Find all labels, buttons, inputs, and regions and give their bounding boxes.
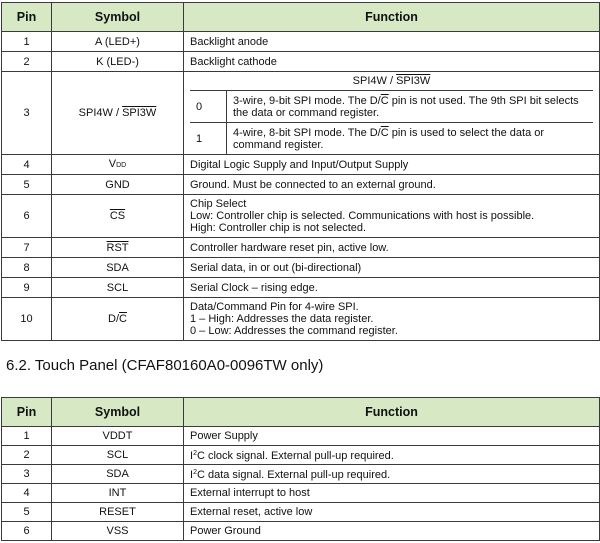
symbol-cell: K (LED-) [52,52,184,72]
symbol-header: Symbol [52,398,184,427]
table-row [2,52,600,72]
function-cell: Controller hardware reset pin, active low. [184,238,600,258]
symbol-cell: SPI4W / SPI3W [52,72,184,155]
function-cell: Digital Logic Supply and Input/Output Supply [184,155,600,175]
subtable-row [190,123,593,155]
table-row [2,258,600,278]
table-row [2,298,600,341]
symbol-cell: INT [52,484,184,503]
pin-cell: 7 [2,238,52,258]
symbol-cell: $D/\overline{C}$ [52,298,184,341]
subtable-row [190,91,593,123]
section-heading: 6.2. Touch Panel (CFAF80160A0-0096TW only) [6,357,324,374]
function-line: Low: Controller chip is selected. Communications with host is possible. [190,210,535,222]
table-row [2,465,600,484]
function-header: Function [184,398,600,427]
symbol-cell: SCL [52,446,184,465]
function-cell [184,72,600,155]
function-cell [184,298,600,341]
spi-mode-subtable [190,72,593,154]
function-cell: $I^2C$ clock signal. External pull-up required. [184,446,600,465]
symbol-cell: VSS [52,522,184,541]
symbol-cell: $\overline{RST}$ [52,238,184,258]
pin-cell: 1 [2,427,52,446]
table-row [2,32,600,52]
function-line: 1 – High: Addresses the data register. [190,313,374,325]
pin-table-touch-panel [1,397,600,541]
function-cell: Serial data, in or out (bi-directional) [184,258,600,278]
table-row [2,238,600,258]
symbol-cell: RESET [52,503,184,522]
table-row [2,175,600,195]
pin-table-lcd [1,2,600,341]
symbol-cell: VDDT [52,427,184,446]
function-cell: $I^2C$ data signal. External pull-up required. [184,465,600,484]
table-row [2,427,600,446]
function-cell: External reset, active low [184,503,600,522]
bit-value: 0 [190,91,227,123]
pin-cell: 5 [2,175,52,195]
pin-cell: 5 [2,503,52,522]
function-line: Data/Command Pin for 4-wire SPI. [190,301,359,313]
pin-cell: 2 [2,52,52,72]
table-row [2,278,600,298]
symbol-cell: GND [52,175,184,195]
table-row [2,155,600,175]
pin-cell: 2 [2,446,52,465]
pin-cell: 4 [2,484,52,503]
table-header-row [2,398,600,427]
function-cell: External interrupt to host [184,484,600,503]
pin-cell: 6 [2,195,52,238]
pin-cell: 3 [2,72,52,155]
function-cell: Serial Clock – rising edge. [184,278,600,298]
pin-cell: 6 [2,522,52,541]
pin-cell: 1 [2,32,52,52]
function-cell: Ground. Must be connected to an external ground. [184,175,600,195]
symbol-cell: $\overline{CS}$ [52,195,184,238]
function-header: Function [184,3,600,32]
pin-cell: 8 [2,258,52,278]
table-row [2,484,600,503]
mode-description: 4-wire, 8-bit SPI mode. The $D/\overline{C}$ pin is used to select the data or command register. [233,126,545,151]
pin-cell: 3 [2,465,52,484]
function-cell: Power Supply [184,427,600,446]
table-row [2,446,600,465]
table-header-row [2,3,600,32]
function-line: Chip Select [190,198,247,210]
mode-description: 3-wire, 9-bit SPI mode. The $D/\overline{C}$ pin is not used. The 9th SPI bit selects the data or command register. [227,91,594,123]
function-cell: Power Ground [184,522,600,541]
symbol-cell: A (LED+) [52,32,184,52]
symbol-header: Symbol [52,3,184,32]
bit-value: 1 [190,123,227,155]
table-row [2,195,600,238]
subtable-header: SPI4W / SPI3W [190,72,593,91]
pin-cell: 10 [2,298,52,341]
table-row [2,522,600,541]
pin-header: Pin [2,3,52,32]
function-line: High: Controller chip is not selected. [190,222,367,234]
table-row [2,503,600,522]
pin-cell: 9 [2,278,52,298]
pin-cell: 4 [2,155,52,175]
function-cell [184,195,600,238]
function-cell: Backlight anode [184,32,600,52]
symbol-cell: SDA [52,465,184,484]
symbol-cell: SDA [52,258,184,278]
function-cell: Backlight cathode [184,52,600,72]
pin-header: Pin [2,398,52,427]
table-row [2,72,600,155]
symbol-cell: VDD [52,155,184,175]
function-line: 0 – Low: Addresses the command register. [190,325,398,337]
symbol-cell: SCL [52,278,184,298]
